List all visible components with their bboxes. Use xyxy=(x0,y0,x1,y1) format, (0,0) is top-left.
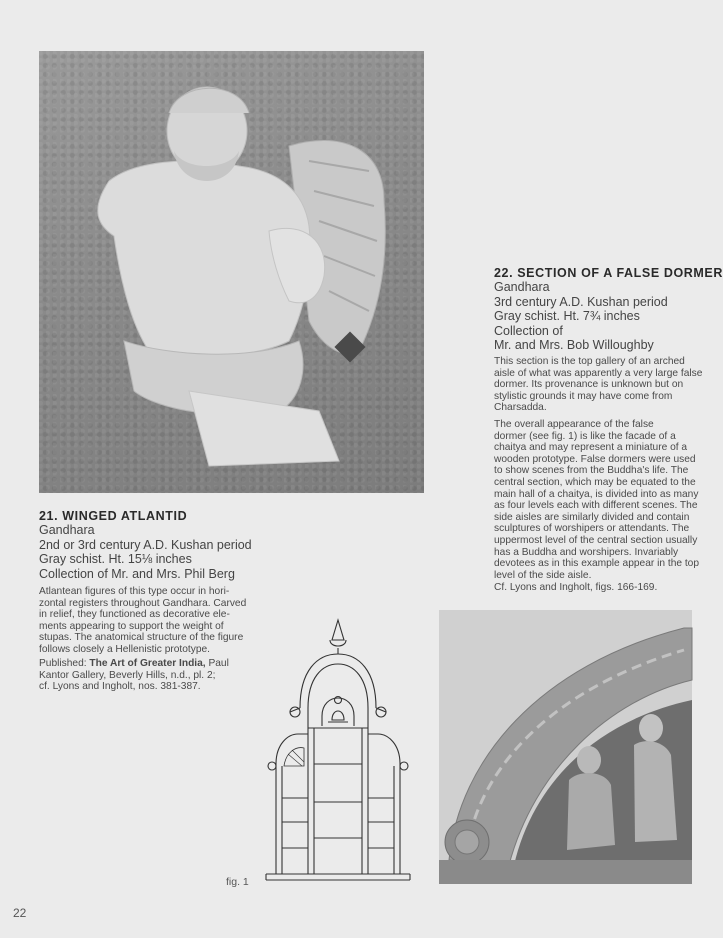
figure-label: fig. 1 xyxy=(226,876,249,888)
item-22-body-line: The overall appearance of the false xyxy=(494,419,654,430)
item-22-reference xyxy=(494,582,692,594)
item-22-body-line: as four levels each with different scenes. The xyxy=(494,500,698,512)
item-22-body-line: level of the side aisle. xyxy=(494,569,592,581)
item-22-description-1 xyxy=(494,356,703,414)
published-rest: Paul xyxy=(205,658,229,669)
item-22-body-line: dormer. Its provenance is unknown but on xyxy=(494,379,684,391)
item-21-published-line xyxy=(39,658,249,670)
item-21-body-line: stupas. The anatomical structure of the figure xyxy=(39,632,244,644)
item-21-body-line: ments appearing to support the weight of xyxy=(39,620,224,632)
item-22-description-2 xyxy=(494,419,700,581)
false-dormer-diagram xyxy=(262,616,414,886)
atlantid-photo xyxy=(39,51,424,493)
item-21-body-line: follows closely a Hellenistic prototype. xyxy=(39,643,210,655)
false-dormer-sculpture-illustration xyxy=(439,610,692,884)
page-number: 22 xyxy=(13,906,27,920)
item-22-material: Gray schist. Ht. 7¾ inches xyxy=(494,309,640,323)
item-21-description xyxy=(39,586,249,656)
item-22-body-line: wooden prototype. False dormers were used xyxy=(494,453,696,465)
item-22-period: 3rd century A.D. Kushan period xyxy=(494,294,668,309)
item-21-published xyxy=(39,658,249,693)
item-22-body-line: stylistic grounds it may have come from xyxy=(494,390,673,402)
item-22-body-line: dormer (see fig. 1) is like the facade of a xyxy=(494,430,676,442)
item-22-body-line: chaitya and may represent a miniature of a xyxy=(494,442,688,454)
item-22-body-line: aisle of what was apparently a very large false xyxy=(494,367,703,379)
item-21-published-line: cf. Lyons and Ingholt, nos. 381-387. xyxy=(39,681,201,693)
item-22-body-line: central section, which may be equated to the xyxy=(494,476,696,488)
item-22-body-line: This section is the top gallery of an arched xyxy=(494,356,685,367)
item-21-published-line: Kantor Gallery, Beverly Hills, n.d., pl. 2; xyxy=(39,669,216,681)
item-22-cf: Cf. Lyons and Ingholt, figs. 166-169. xyxy=(494,582,658,593)
item-21-title: 21. WINGED ATLANTID xyxy=(39,509,188,523)
published-prefix: Published: xyxy=(39,658,90,669)
item-22-body-line: main hall of a chaitya, is divided into as many xyxy=(494,488,699,500)
item-22-collector: Mr. and Mrs. Bob Willoughby xyxy=(494,338,654,352)
item-21-body-line: Atlantean figures of this type occur in hori- xyxy=(39,586,230,597)
item-22-title: 22. SECTION OF A FALSE DORMER xyxy=(494,266,723,280)
atlantid-sculpture-illustration xyxy=(39,51,424,493)
item-21-material: Gray schist. Ht. 15⅛ inches xyxy=(39,552,192,566)
item-22-body-line: has a Buddha and worshipers. Invariably xyxy=(494,546,679,558)
item-22-body-line: uppermost level of the central section usually xyxy=(494,534,698,546)
item-22-body-line: to show scenes from the Buddha's life. The xyxy=(494,465,689,477)
item-22-body-line: devotees as in this example appear in the top xyxy=(494,558,700,570)
false-dormer-photo xyxy=(439,610,692,884)
caption-item-21 xyxy=(39,509,264,581)
item-21-body-line: zontal registers throughout Gandhara. Carved xyxy=(39,597,247,609)
item-22-collection: Collection of xyxy=(494,323,563,338)
item-22-body-line: sculptures of worshipers or attendants. The xyxy=(494,523,690,535)
published-title: The Art of Greater India, xyxy=(89,658,206,669)
item-21-period: 2nd or 3rd century A.D. Kushan period xyxy=(39,537,252,552)
item-21-collection: Collection of Mr. and Mrs. Phil Berg xyxy=(39,566,235,581)
item-21-origin: Gandhara xyxy=(39,523,95,537)
caption-item-22 xyxy=(494,266,723,353)
item-22-body-line: Charsadda. xyxy=(494,402,547,414)
item-22-body-line: side aisles are similarly divided and contain xyxy=(494,511,690,523)
item-22-origin: Gandhara xyxy=(494,280,550,294)
item-21-body-line: in relief, they functioned as decorative ele- xyxy=(39,609,230,621)
